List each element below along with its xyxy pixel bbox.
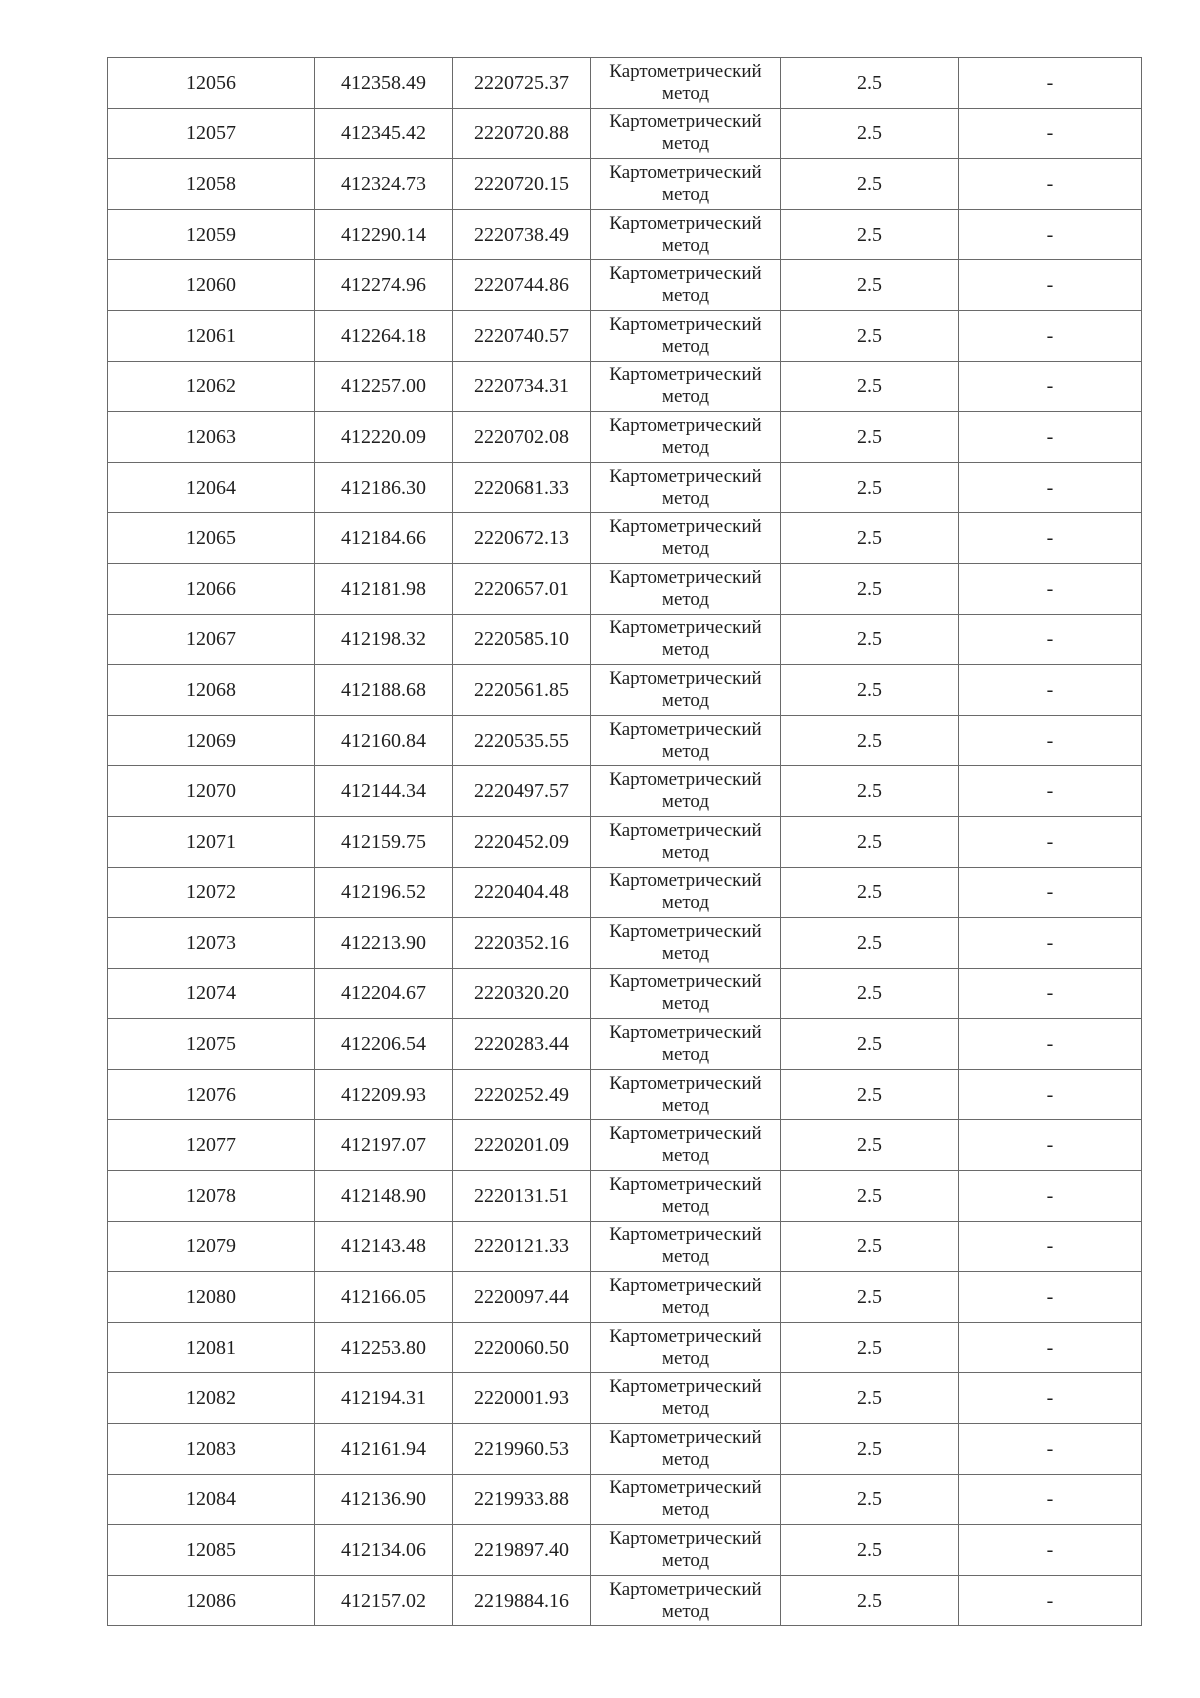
method-cell bbox=[591, 209, 781, 260]
note-cell: - bbox=[959, 260, 1142, 311]
point-number-cell: 12064 bbox=[108, 462, 315, 513]
y-coordinate-cell: 2220452.09 bbox=[453, 816, 591, 867]
method-label-line1: Картометрический bbox=[609, 60, 762, 82]
method-cell bbox=[591, 361, 781, 412]
method-label-line1: Картометрический bbox=[609, 212, 762, 234]
note-cell: - bbox=[959, 58, 1142, 109]
accuracy-cell: 2.5 bbox=[781, 867, 959, 918]
x-coordinate-cell: 412206.54 bbox=[315, 1019, 453, 1070]
y-coordinate-cell: 2220201.09 bbox=[453, 1120, 591, 1171]
table-row bbox=[108, 361, 1142, 412]
method-cell bbox=[591, 1424, 781, 1475]
x-coordinate-cell: 412184.66 bbox=[315, 513, 453, 564]
point-number-cell: 12076 bbox=[108, 1069, 315, 1120]
point-number-cell: 12077 bbox=[108, 1120, 315, 1171]
note-cell: - bbox=[959, 513, 1142, 564]
method-cell bbox=[591, 260, 781, 311]
method-label-line1: Картометрический bbox=[609, 1528, 762, 1550]
note-cell: - bbox=[959, 867, 1142, 918]
note-cell: - bbox=[959, 1575, 1142, 1626]
method-cell bbox=[591, 513, 781, 564]
method-label-line2: метод bbox=[661, 183, 710, 205]
method-cell bbox=[591, 665, 781, 716]
note-cell: - bbox=[959, 968, 1142, 1019]
accuracy-cell: 2.5 bbox=[781, 614, 959, 665]
point-number-cell: 12059 bbox=[108, 209, 315, 260]
y-coordinate-cell: 2220738.49 bbox=[453, 209, 591, 260]
y-coordinate-cell: 2219960.53 bbox=[453, 1424, 591, 1475]
point-number-cell: 12061 bbox=[108, 310, 315, 361]
table-row bbox=[108, 918, 1142, 969]
method-cell bbox=[591, 968, 781, 1019]
note-cell: - bbox=[959, 462, 1142, 513]
point-number-cell: 12066 bbox=[108, 563, 315, 614]
method-cell bbox=[591, 1069, 781, 1120]
method-label-line2: метод bbox=[661, 82, 710, 104]
method-cell bbox=[591, 462, 781, 513]
method-label-line1: Картометрический bbox=[609, 364, 762, 386]
method-cell bbox=[591, 1120, 781, 1171]
note-cell: - bbox=[959, 816, 1142, 867]
point-number-cell: 12083 bbox=[108, 1424, 315, 1475]
method-cell bbox=[591, 614, 781, 665]
note-cell: - bbox=[959, 108, 1142, 159]
note-cell: - bbox=[959, 1373, 1142, 1424]
point-number-cell: 12056 bbox=[108, 58, 315, 109]
method-label-line2: метод bbox=[661, 386, 710, 408]
table-row bbox=[108, 1069, 1142, 1120]
note-cell: - bbox=[959, 1474, 1142, 1525]
point-number-cell: 12079 bbox=[108, 1221, 315, 1272]
accuracy-cell: 2.5 bbox=[781, 209, 959, 260]
x-coordinate-cell: 412161.94 bbox=[315, 1424, 453, 1475]
y-coordinate-cell: 2220681.33 bbox=[453, 462, 591, 513]
method-label-line1: Картометрический bbox=[609, 971, 762, 993]
table-row bbox=[108, 1171, 1142, 1222]
y-coordinate-cell: 2220252.49 bbox=[453, 1069, 591, 1120]
method-label-line2: метод bbox=[661, 1347, 710, 1369]
method-label-line2: метод bbox=[661, 588, 710, 610]
y-coordinate-cell: 2220352.16 bbox=[453, 918, 591, 969]
accuracy-cell: 2.5 bbox=[781, 1322, 959, 1373]
table-row bbox=[108, 310, 1142, 361]
note-cell: - bbox=[959, 918, 1142, 969]
y-coordinate-cell: 2220744.86 bbox=[453, 260, 591, 311]
point-number-cell: 12080 bbox=[108, 1272, 315, 1323]
table-row bbox=[108, 1525, 1142, 1576]
accuracy-cell: 2.5 bbox=[781, 1424, 959, 1475]
y-coordinate-cell: 2219933.88 bbox=[453, 1474, 591, 1525]
x-coordinate-cell: 412257.00 bbox=[315, 361, 453, 412]
table-row bbox=[108, 159, 1142, 210]
x-coordinate-cell: 412136.90 bbox=[315, 1474, 453, 1525]
method-label-line2: метод bbox=[661, 1297, 710, 1319]
point-number-cell: 12062 bbox=[108, 361, 315, 412]
x-coordinate-cell: 412194.31 bbox=[315, 1373, 453, 1424]
method-label-line2: метод bbox=[661, 1195, 710, 1217]
method-label-line1: Картометрический bbox=[609, 1072, 762, 1094]
method-label-line2: метод bbox=[661, 335, 710, 357]
point-number-cell: 12069 bbox=[108, 715, 315, 766]
method-label-line2: метод bbox=[661, 538, 710, 560]
accuracy-cell: 2.5 bbox=[781, 1120, 959, 1171]
table-row bbox=[108, 816, 1142, 867]
note-cell: - bbox=[959, 665, 1142, 716]
accuracy-cell: 2.5 bbox=[781, 1272, 959, 1323]
x-coordinate-cell: 412358.49 bbox=[315, 58, 453, 109]
table-row bbox=[108, 1575, 1142, 1626]
method-label-line1: Картометрический bbox=[609, 566, 762, 588]
x-coordinate-cell: 412196.52 bbox=[315, 867, 453, 918]
y-coordinate-cell: 2220131.51 bbox=[453, 1171, 591, 1222]
x-coordinate-cell: 412324.73 bbox=[315, 159, 453, 210]
method-label-line1: Картометрический bbox=[609, 465, 762, 487]
accuracy-cell: 2.5 bbox=[781, 1221, 959, 1272]
y-coordinate-cell: 2220001.93 bbox=[453, 1373, 591, 1424]
y-coordinate-cell: 2220561.85 bbox=[453, 665, 591, 716]
method-label-line2: метод bbox=[661, 133, 710, 155]
coordinates-table bbox=[107, 57, 1142, 1626]
method-label-line2: метод bbox=[661, 1398, 710, 1420]
x-coordinate-cell: 412220.09 bbox=[315, 412, 453, 463]
method-label-line1: Картометрический bbox=[609, 111, 762, 133]
note-cell: - bbox=[959, 1171, 1142, 1222]
table-row bbox=[108, 108, 1142, 159]
method-label-line1: Картометрический bbox=[609, 617, 762, 639]
accuracy-cell: 2.5 bbox=[781, 1373, 959, 1424]
method-label-line1: Картометрический bbox=[609, 1426, 762, 1448]
table-row bbox=[108, 1424, 1142, 1475]
method-label-line2: метод bbox=[661, 1550, 710, 1572]
y-coordinate-cell: 2220320.20 bbox=[453, 968, 591, 1019]
note-cell: - bbox=[959, 361, 1142, 412]
method-cell bbox=[591, 108, 781, 159]
point-number-cell: 12082 bbox=[108, 1373, 315, 1424]
method-label-line1: Картометрический bbox=[609, 819, 762, 841]
method-cell bbox=[591, 58, 781, 109]
x-coordinate-cell: 412209.93 bbox=[315, 1069, 453, 1120]
table-row bbox=[108, 766, 1142, 817]
y-coordinate-cell: 2219897.40 bbox=[453, 1525, 591, 1576]
method-cell bbox=[591, 159, 781, 210]
accuracy-cell: 2.5 bbox=[781, 1575, 959, 1626]
method-label-line1: Картометрический bbox=[609, 414, 762, 436]
method-cell bbox=[591, 1525, 781, 1576]
accuracy-cell: 2.5 bbox=[781, 108, 959, 159]
note-cell: - bbox=[959, 310, 1142, 361]
point-number-cell: 12078 bbox=[108, 1171, 315, 1222]
x-coordinate-cell: 412160.84 bbox=[315, 715, 453, 766]
method-label-line1: Картометрический bbox=[609, 263, 762, 285]
note-cell: - bbox=[959, 1221, 1142, 1272]
point-number-cell: 12085 bbox=[108, 1525, 315, 1576]
y-coordinate-cell: 2219884.16 bbox=[453, 1575, 591, 1626]
accuracy-cell: 2.5 bbox=[781, 361, 959, 412]
accuracy-cell: 2.5 bbox=[781, 1171, 959, 1222]
y-coordinate-cell: 2220672.13 bbox=[453, 513, 591, 564]
accuracy-cell: 2.5 bbox=[781, 513, 959, 564]
method-label-line2: метод bbox=[661, 791, 710, 813]
method-label-line1: Картометрический bbox=[609, 161, 762, 183]
accuracy-cell: 2.5 bbox=[781, 1069, 959, 1120]
table-row bbox=[108, 968, 1142, 1019]
point-number-cell: 12084 bbox=[108, 1474, 315, 1525]
y-coordinate-cell: 2220497.57 bbox=[453, 766, 591, 817]
method-cell bbox=[591, 766, 781, 817]
method-cell bbox=[591, 715, 781, 766]
method-cell bbox=[591, 1322, 781, 1373]
point-number-cell: 12065 bbox=[108, 513, 315, 564]
method-cell bbox=[591, 816, 781, 867]
y-coordinate-cell: 2220740.57 bbox=[453, 310, 591, 361]
note-cell: - bbox=[959, 209, 1142, 260]
table-row bbox=[108, 1373, 1142, 1424]
table-row bbox=[108, 665, 1142, 716]
x-coordinate-cell: 412134.06 bbox=[315, 1525, 453, 1576]
method-label-line2: метод bbox=[661, 892, 710, 914]
point-number-cell: 12071 bbox=[108, 816, 315, 867]
x-coordinate-cell: 412345.42 bbox=[315, 108, 453, 159]
table-row bbox=[108, 412, 1142, 463]
method-label-line1: Картометрический bbox=[609, 516, 762, 538]
x-coordinate-cell: 412188.68 bbox=[315, 665, 453, 716]
method-label-line2: метод bbox=[661, 841, 710, 863]
y-coordinate-cell: 2220535.55 bbox=[453, 715, 591, 766]
table-row bbox=[108, 58, 1142, 109]
x-coordinate-cell: 412159.75 bbox=[315, 816, 453, 867]
note-cell: - bbox=[959, 159, 1142, 210]
accuracy-cell: 2.5 bbox=[781, 1474, 959, 1525]
x-coordinate-cell: 412213.90 bbox=[315, 918, 453, 969]
note-cell: - bbox=[959, 1525, 1142, 1576]
method-cell bbox=[591, 412, 781, 463]
method-label-line1: Картометрический bbox=[609, 870, 762, 892]
method-label-line1: Картометрический bbox=[609, 1376, 762, 1398]
accuracy-cell: 2.5 bbox=[781, 816, 959, 867]
x-coordinate-cell: 412290.14 bbox=[315, 209, 453, 260]
method-label-line2: метод bbox=[661, 1246, 710, 1268]
method-cell bbox=[591, 867, 781, 918]
method-label-line2: метод bbox=[661, 639, 710, 661]
table-row bbox=[108, 260, 1142, 311]
method-label-line1: Картометрический bbox=[609, 1477, 762, 1499]
table-row bbox=[108, 462, 1142, 513]
method-cell bbox=[591, 310, 781, 361]
method-cell bbox=[591, 1575, 781, 1626]
method-label-line2: метод bbox=[661, 1600, 710, 1622]
x-coordinate-cell: 412186.30 bbox=[315, 462, 453, 513]
table-row bbox=[108, 513, 1142, 564]
x-coordinate-cell: 412181.98 bbox=[315, 563, 453, 614]
point-number-cell: 12067 bbox=[108, 614, 315, 665]
method-label-line2: метод bbox=[661, 993, 710, 1015]
x-coordinate-cell: 412157.02 bbox=[315, 1575, 453, 1626]
method-label-line1: Картометрический bbox=[609, 313, 762, 335]
table-row bbox=[108, 867, 1142, 918]
point-number-cell: 12073 bbox=[108, 918, 315, 969]
accuracy-cell: 2.5 bbox=[781, 1525, 959, 1576]
method-label-line2: метод bbox=[661, 1094, 710, 1116]
y-coordinate-cell: 2220702.08 bbox=[453, 412, 591, 463]
x-coordinate-cell: 412144.34 bbox=[315, 766, 453, 817]
accuracy-cell: 2.5 bbox=[781, 260, 959, 311]
y-coordinate-cell: 2220720.15 bbox=[453, 159, 591, 210]
x-coordinate-cell: 412274.96 bbox=[315, 260, 453, 311]
y-coordinate-cell: 2220734.31 bbox=[453, 361, 591, 412]
table-row bbox=[108, 1019, 1142, 1070]
point-number-cell: 12086 bbox=[108, 1575, 315, 1626]
table-row bbox=[108, 563, 1142, 614]
method-label-line1: Картометрический bbox=[609, 920, 762, 942]
method-label-line1: Картометрический bbox=[609, 1275, 762, 1297]
table-row bbox=[108, 1272, 1142, 1323]
x-coordinate-cell: 412253.80 bbox=[315, 1322, 453, 1373]
x-coordinate-cell: 412264.18 bbox=[315, 310, 453, 361]
note-cell: - bbox=[959, 1019, 1142, 1070]
x-coordinate-cell: 412166.05 bbox=[315, 1272, 453, 1323]
x-coordinate-cell: 412198.32 bbox=[315, 614, 453, 665]
accuracy-cell: 2.5 bbox=[781, 159, 959, 210]
method-label-line1: Картометрический bbox=[609, 1578, 762, 1600]
y-coordinate-cell: 2220060.50 bbox=[453, 1322, 591, 1373]
table-row bbox=[108, 715, 1142, 766]
method-label-line1: Картометрический bbox=[609, 1022, 762, 1044]
method-label-line2: метод bbox=[661, 1448, 710, 1470]
y-coordinate-cell: 2220121.33 bbox=[453, 1221, 591, 1272]
method-label-line1: Картометрический bbox=[609, 1325, 762, 1347]
point-number-cell: 12081 bbox=[108, 1322, 315, 1373]
method-label-line1: Картометрический bbox=[609, 1224, 762, 1246]
x-coordinate-cell: 412148.90 bbox=[315, 1171, 453, 1222]
note-cell: - bbox=[959, 1272, 1142, 1323]
accuracy-cell: 2.5 bbox=[781, 918, 959, 969]
x-coordinate-cell: 412143.48 bbox=[315, 1221, 453, 1272]
coordinates-table-body bbox=[108, 58, 1142, 1626]
accuracy-cell: 2.5 bbox=[781, 412, 959, 463]
point-number-cell: 12060 bbox=[108, 260, 315, 311]
method-cell bbox=[591, 918, 781, 969]
method-label-line2: метод bbox=[661, 487, 710, 509]
point-number-cell: 12063 bbox=[108, 412, 315, 463]
note-cell: - bbox=[959, 715, 1142, 766]
method-label-line2: метод bbox=[661, 689, 710, 711]
accuracy-cell: 2.5 bbox=[781, 766, 959, 817]
method-cell bbox=[591, 1272, 781, 1323]
note-cell: - bbox=[959, 1424, 1142, 1475]
accuracy-cell: 2.5 bbox=[781, 665, 959, 716]
table-row bbox=[108, 1120, 1142, 1171]
point-number-cell: 12058 bbox=[108, 159, 315, 210]
point-number-cell: 12068 bbox=[108, 665, 315, 716]
x-coordinate-cell: 412197.07 bbox=[315, 1120, 453, 1171]
method-label-line1: Картометрический bbox=[609, 769, 762, 791]
method-cell bbox=[591, 1474, 781, 1525]
method-label-line2: метод bbox=[661, 942, 710, 964]
method-label-line2: метод bbox=[661, 1044, 710, 1066]
point-number-cell: 12057 bbox=[108, 108, 315, 159]
method-cell bbox=[591, 1019, 781, 1070]
note-cell: - bbox=[959, 412, 1142, 463]
y-coordinate-cell: 2220657.01 bbox=[453, 563, 591, 614]
table-row bbox=[108, 1322, 1142, 1373]
method-cell bbox=[591, 1221, 781, 1272]
point-number-cell: 12074 bbox=[108, 968, 315, 1019]
method-label-line2: метод bbox=[661, 1145, 710, 1167]
method-label-line1: Картометрический bbox=[609, 1123, 762, 1145]
accuracy-cell: 2.5 bbox=[781, 563, 959, 614]
method-label-line2: метод bbox=[661, 234, 710, 256]
note-cell: - bbox=[959, 614, 1142, 665]
method-label-line1: Картометрический bbox=[609, 718, 762, 740]
method-cell bbox=[591, 563, 781, 614]
accuracy-cell: 2.5 bbox=[781, 1019, 959, 1070]
note-cell: - bbox=[959, 766, 1142, 817]
table-row bbox=[108, 1474, 1142, 1525]
note-cell: - bbox=[959, 1120, 1142, 1171]
point-number-cell: 12072 bbox=[108, 867, 315, 918]
method-cell bbox=[591, 1373, 781, 1424]
method-label-line2: метод bbox=[661, 285, 710, 307]
y-coordinate-cell: 2220097.44 bbox=[453, 1272, 591, 1323]
method-label-line1: Картометрический bbox=[609, 1173, 762, 1195]
method-label-line1: Картометрический bbox=[609, 667, 762, 689]
y-coordinate-cell: 2220283.44 bbox=[453, 1019, 591, 1070]
method-cell bbox=[591, 1171, 781, 1222]
x-coordinate-cell: 412204.67 bbox=[315, 968, 453, 1019]
method-label-line2: метод bbox=[661, 1499, 710, 1521]
note-cell: - bbox=[959, 563, 1142, 614]
method-label-line2: метод bbox=[661, 436, 710, 458]
y-coordinate-cell: 2220720.88 bbox=[453, 108, 591, 159]
accuracy-cell: 2.5 bbox=[781, 58, 959, 109]
y-coordinate-cell: 2220725.37 bbox=[453, 58, 591, 109]
note-cell: - bbox=[959, 1069, 1142, 1120]
point-number-cell: 12075 bbox=[108, 1019, 315, 1070]
method-label-line2: метод bbox=[661, 740, 710, 762]
accuracy-cell: 2.5 bbox=[781, 715, 959, 766]
accuracy-cell: 2.5 bbox=[781, 968, 959, 1019]
table-row bbox=[108, 1221, 1142, 1272]
table-row bbox=[108, 209, 1142, 260]
table-row bbox=[108, 614, 1142, 665]
y-coordinate-cell: 2220404.48 bbox=[453, 867, 591, 918]
note-cell: - bbox=[959, 1322, 1142, 1373]
y-coordinate-cell: 2220585.10 bbox=[453, 614, 591, 665]
accuracy-cell: 2.5 bbox=[781, 310, 959, 361]
point-number-cell: 12070 bbox=[108, 766, 315, 817]
accuracy-cell: 2.5 bbox=[781, 462, 959, 513]
